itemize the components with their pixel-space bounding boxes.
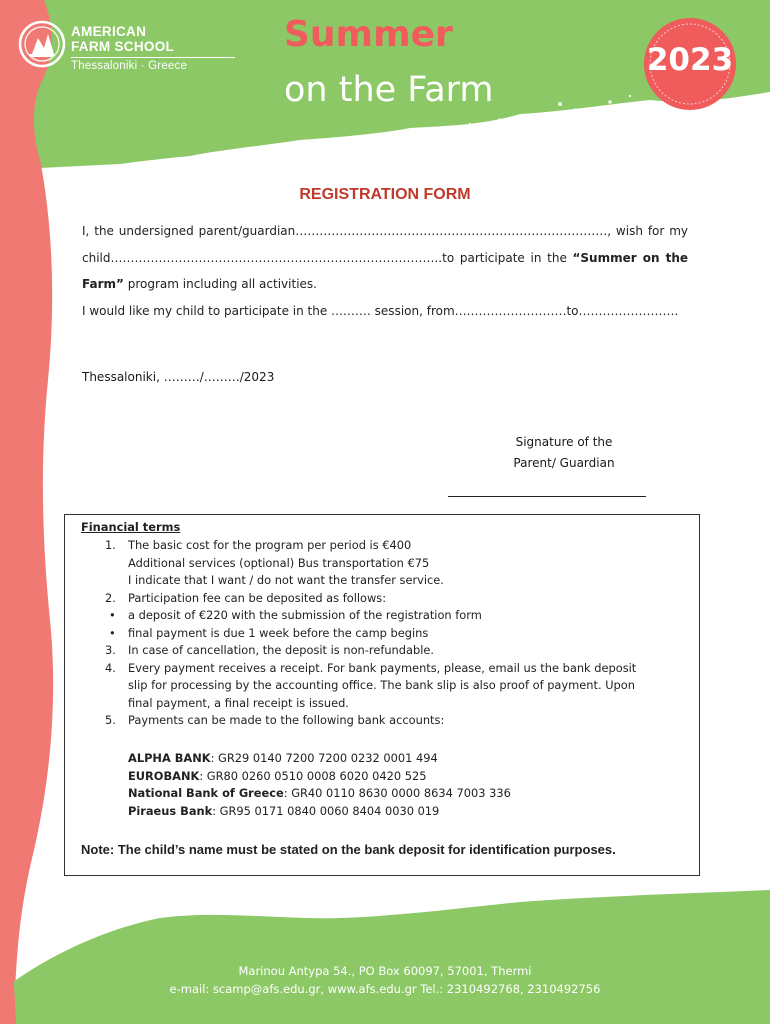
signature-label-line1: Signature of the: [515, 435, 613, 449]
title-summer: Summer: [284, 14, 453, 55]
program-name: “Summer on the Farm”: [82, 250, 688, 292]
footer-contact: e-mail: scamp@afs.edu.gr, www.afs.edu.gr Tel.: 2310492768, 2310492756: [169, 982, 601, 996]
form-title: REGISTRATION FORM: [299, 186, 471, 203]
year-badge-text: 2023: [646, 42, 734, 78]
logo-text-american: AMERICAN: [71, 24, 147, 39]
guardian-statement: [82, 218, 688, 298]
session-statement: I would like my child to participate in the ….…… session, from….……………………to…………………….: [82, 304, 679, 318]
american-farm-school-logo: [18, 20, 223, 72]
deposit-note: Note: The child’s name must be stated on the bank deposit for identification purposes.: [81, 842, 616, 857]
signature-line: [448, 496, 646, 497]
guardian-statement-text: I, the undersigned parent/guardian……………………………………………………………………, wish for my child………………………………………………………………………..to participate in the: [82, 224, 688, 265]
financial-terms-box: Financial terms 1. The basic cost for the program per period is €400 Additional services (optional) Bus transportation €75 I indicate that I want / do not want the transfer service. 2. Participation fee can be deposited as follows: • a deposit of €220 with the submission of the registration form • final payment is due 1 week before the camp begins 3. In case of cancellation, the deposit is non-refundable. 4. Every payment receives a receipt. For bank payments, please, email us the bank deposit slip for processing by the accounting office. The bank slip is also proof of payment. Upon final payment, a final receipt is issued. 5. Payments can be made to the following bank accounts: ALPHA BANK: GR29 0140 7200 7200 0232 0001 494 EUROBANK: GR80 0260 0510 0008 6020 0420 525 National Bank of Greece: GR40 0110 8630 0000 8634 7003 336 Piraeus Bank: GR95 0171 0840 0060 8404 0030 019 Note: The child’s name must be stated on the bank deposit for identification purposes.: [64, 514, 700, 876]
logo-divider: [71, 57, 235, 58]
logo-text-farm-school: FARM SCHOOL: [71, 39, 175, 54]
farm-school-emblem-icon: [18, 20, 66, 68]
signature-label-line2: Parent/ Guardian: [513, 456, 615, 470]
signature-label: [484, 432, 644, 474]
date-line: Thessaloniki, ………/………/2023: [82, 370, 275, 384]
financial-terms-heading: Financial terms: [81, 520, 181, 534]
guardian-statement-end: program including all activities.: [123, 277, 317, 292]
footer-address: Marinou Antypa 54., PO Box 60097, 57001, Thermi: [238, 964, 532, 978]
logo-text-location: Thessaloniki · Greece: [71, 60, 188, 72]
title-on-the-farm: on the Farm: [284, 70, 494, 110]
